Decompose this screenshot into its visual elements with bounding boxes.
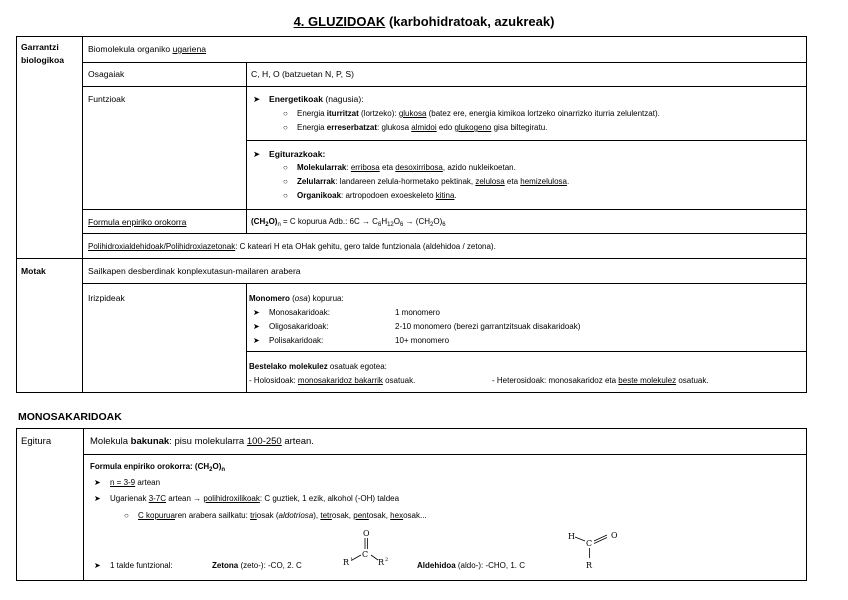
circle-bullet-icon: ○ [283,163,288,172]
motak-label: Motak [21,266,46,276]
motak-desc: Sailkapen desberdinak konplexutasun-mailaren arabera [88,266,301,276]
ketone-r2-index: 2 [385,557,389,563]
sailkatu-line: ○ C kopuruaren arabera sailkatu: triosak (aldotriosa), tetrosak, pentosak, hexosak... [124,511,427,520]
egiturazkoak-line2: ○ Zelularrak: landareen zelula-hormetako pektinak, zelulosa eta hemizelulosa. [283,177,570,186]
egiturazkoak-line1: ○ Molekularrak: erribosa eta desoxirribosa, azido nukleikoetan. [283,163,516,172]
talde-funtzional-line: ➤ 1 talde funtzional: [94,561,173,570]
monomero-row: ➤ Monosakaridoak: [253,308,330,317]
energetikoak-line2: ○ Energia erreserbatzat: glukosa almidoi edo glukogeno gisa biltegiratu. [283,123,548,132]
monomero-row-value: 10+ monomero [395,336,450,345]
osagaiak-label: Osagaiak [88,69,125,79]
monomero-row: ➤ Oligosakaridoak: [253,322,329,331]
funtzioak-label: Funtzioak [88,94,126,104]
aldehyde-structure-diagram [562,526,632,572]
monomero-row-value: 2-10 monomero (berezi garrantzitsuak disakaridoak) [395,322,581,331]
arrow-bullet-icon: ➤ [253,94,261,104]
monomero-row: ➤ Polisakaridoak: [253,336,324,345]
ketone-oxygen: O [363,529,370,538]
aldehidoa-text: Aldehidoa (aldo-): -CHO, 1. C [417,561,526,570]
aldehyde-carbon: C [586,539,593,548]
egiturazkoak-line3: ○ Organikoak: artropodoen exoeskeleto kitina. [283,191,457,200]
circle-bullet-icon: ○ [283,109,288,118]
aldehyde-oxygen: O [611,531,618,540]
aldehyde-hydrogen: H [568,532,575,541]
egiturazkoak-heading: ➤ Egiturazkoak: [253,149,326,159]
egitura-label: Egitura [21,436,52,447]
ketone-r1-index: 1 [350,557,354,563]
ketone-r1: R [343,558,350,567]
section-heading: MONOSAKARIDOAK [18,411,122,423]
energetikoak-heading: ➤ Energetikoak (nagusia): [253,94,364,104]
energetikoak-line1: ○ Energia iturritzat (lortzeko): glukosa (batez ere, energia kimikoa lortzeko oinarrizko iturria zelulentzat). [283,109,660,118]
polihidroxi-text: Polihidroxialdehidoak/Polihidroxiazetonak: C kateari H eta OHak gehitu, gero talde funtzionala (aldehidoa / zetona). [88,242,496,251]
page-title: 4. GLUZIDOAK (karbohidratoak, azukreak) [293,14,555,29]
heterosidoak-text: - Heterosidoak: monosakaridoz eta beste molekulez osatuak. [492,376,709,385]
biomolekula-text: Biomolekula organiko ugariena [88,44,207,54]
arrow-bullet-icon: ➤ [94,494,101,503]
formula-heading: Formula enpiriko orokorra: $(CH_2O)_n$ [90,462,226,473]
circle-bullet-icon: ○ [283,123,288,132]
circle-bullet-icon: ○ [283,177,288,186]
ugarienak-line: ➤ Ugarienak 3-7C artean → polihidroxilikoak: C guztiek, 1 ezik, alkohol (-OH) taldea [94,494,400,503]
osagaiak-value: C, H, O (batzuetan N, P, S) [251,69,355,79]
arrow-bullet-icon: ➤ [94,561,101,570]
ketone-structure-diagram [330,526,400,572]
monomero-heading: Monomero (osa) kopurua: [249,294,344,303]
circle-bullet-icon: ○ [283,191,288,200]
aldehyde-r: R [586,561,593,570]
monomero-row-value: 1 monomero [395,308,440,317]
garrantzi-label: Garrantzi biologikoa [21,42,64,65]
irizpideak-label: Irizpideak [88,293,125,303]
arrow-bullet-icon: ➤ [253,308,260,317]
ketone-r2: R [378,558,385,567]
arrow-bullet-icon: ➤ [253,336,260,345]
zetona-text: Zetona (zeto-): -CO, 2. C [212,561,302,570]
formula-value: $(CH_2O)_n = C$ kopurua Adb.: $6C \to C_6H_{12}O_6 \to (CH_2O)_6$ [251,217,446,228]
arrow-bullet-icon: ➤ [94,478,101,487]
ketone-carbon: C [362,550,369,559]
bestelako-heading: Bestelako molekulez osatuak egotea: [249,362,387,371]
molekula-text: Molekula bakunak: pisu molekularra 100-250 artean. [90,436,314,447]
arrow-bullet-icon: ➤ [253,322,260,331]
circle-bullet-icon: ○ [124,511,129,520]
formula-label: Formula enpiriko orokorra [88,217,187,227]
holosidoak-text: - Holosidoak: monosakaridoz bakarrik osatuak. [249,376,416,385]
n-range-line: ➤ n = 3-9 artean [94,478,161,487]
arrow-bullet-icon: ➤ [253,149,261,159]
